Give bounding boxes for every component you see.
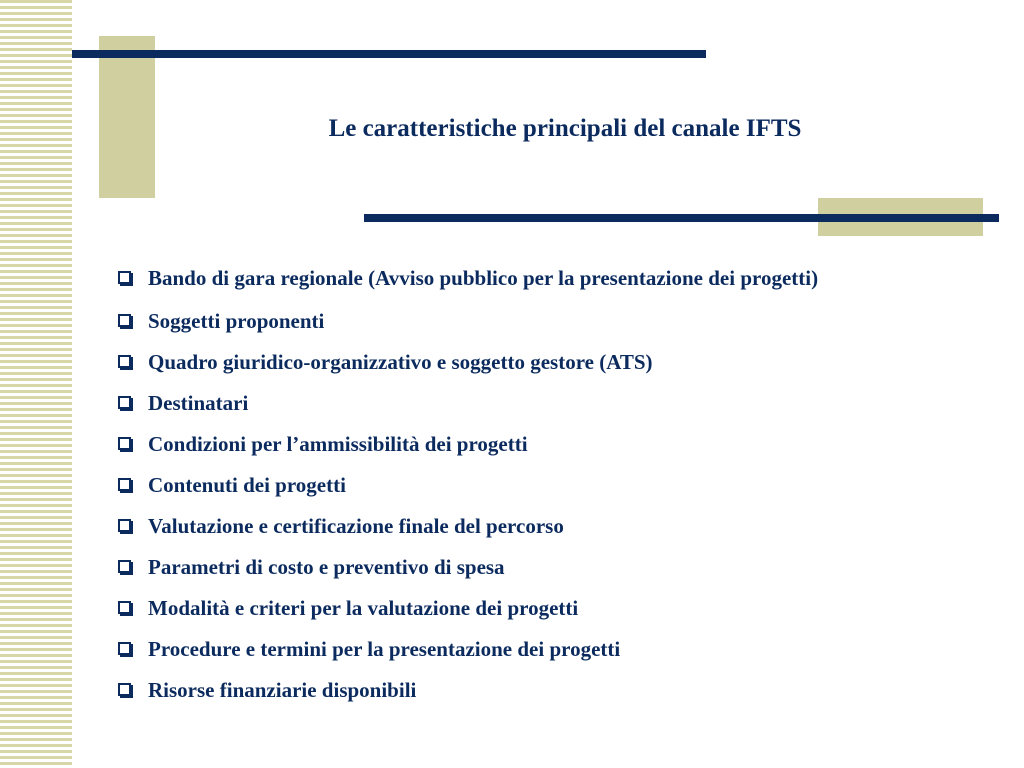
bullet-text: Bando di gara regionale (Avviso pubblico per la presentazione dei progetti): [148, 266, 819, 290]
bullet-item: [114, 675, 1014, 705]
bullet-text: Risorse finanziarie disponibili: [148, 678, 417, 702]
checkbox-square-icon: [118, 355, 131, 368]
bullet-item: [114, 511, 1014, 541]
bullet-text: Condizioni per l’ammissibilità dei progetti: [148, 432, 528, 456]
bullet-text: Quadro giuridico-organizzativo e soggetto gestore (ATS): [148, 350, 653, 374]
checkbox-square-icon: [118, 519, 131, 532]
bullet-text: Valutazione e certificazione finale del percorso: [148, 514, 564, 538]
bullet-item: [114, 388, 1014, 418]
checkbox-square-icon: [118, 314, 131, 327]
bullet-item: [114, 347, 1014, 377]
bullet-item: [114, 470, 1014, 500]
bullet-list: [114, 263, 1014, 716]
checkbox-square-icon: [118, 560, 131, 573]
bullet-item: [114, 263, 1014, 294]
bullet-item: [114, 593, 1014, 623]
bullet-item: [114, 634, 1014, 664]
bullet-item: [114, 306, 1014, 336]
decorative-navy-bar-mid: [364, 214, 999, 222]
bullet-item: [114, 429, 1014, 459]
decorative-stripe-band: [0, 0, 72, 768]
checkbox-square-icon: [118, 271, 131, 284]
slide-title: Le caratteristiche principali del canale IFTS: [328, 115, 802, 142]
checkbox-square-icon: [118, 437, 131, 450]
bullet-text: Procedure e termini per la presentazione dei progetti: [148, 637, 621, 661]
bullet-text: Destinatari: [148, 391, 249, 415]
checkbox-square-icon: [118, 396, 131, 409]
bullet-text: Parametri di costo e preventivo di spesa: [148, 555, 505, 579]
bullet-text: Contenuti dei progetti: [148, 473, 346, 497]
decorative-olive-block-top: [99, 36, 155, 198]
checkbox-square-icon: [118, 683, 131, 696]
bullet-text: Modalità e criteri per la valutazione dei progetti: [148, 596, 579, 620]
bullet-text: Soggetti proponenti: [148, 309, 325, 333]
checkbox-square-icon: [118, 642, 131, 655]
decorative-navy-bar-top: [72, 50, 706, 58]
bullet-item: [114, 552, 1014, 582]
checkbox-square-icon: [118, 601, 131, 614]
checkbox-square-icon: [118, 478, 131, 491]
